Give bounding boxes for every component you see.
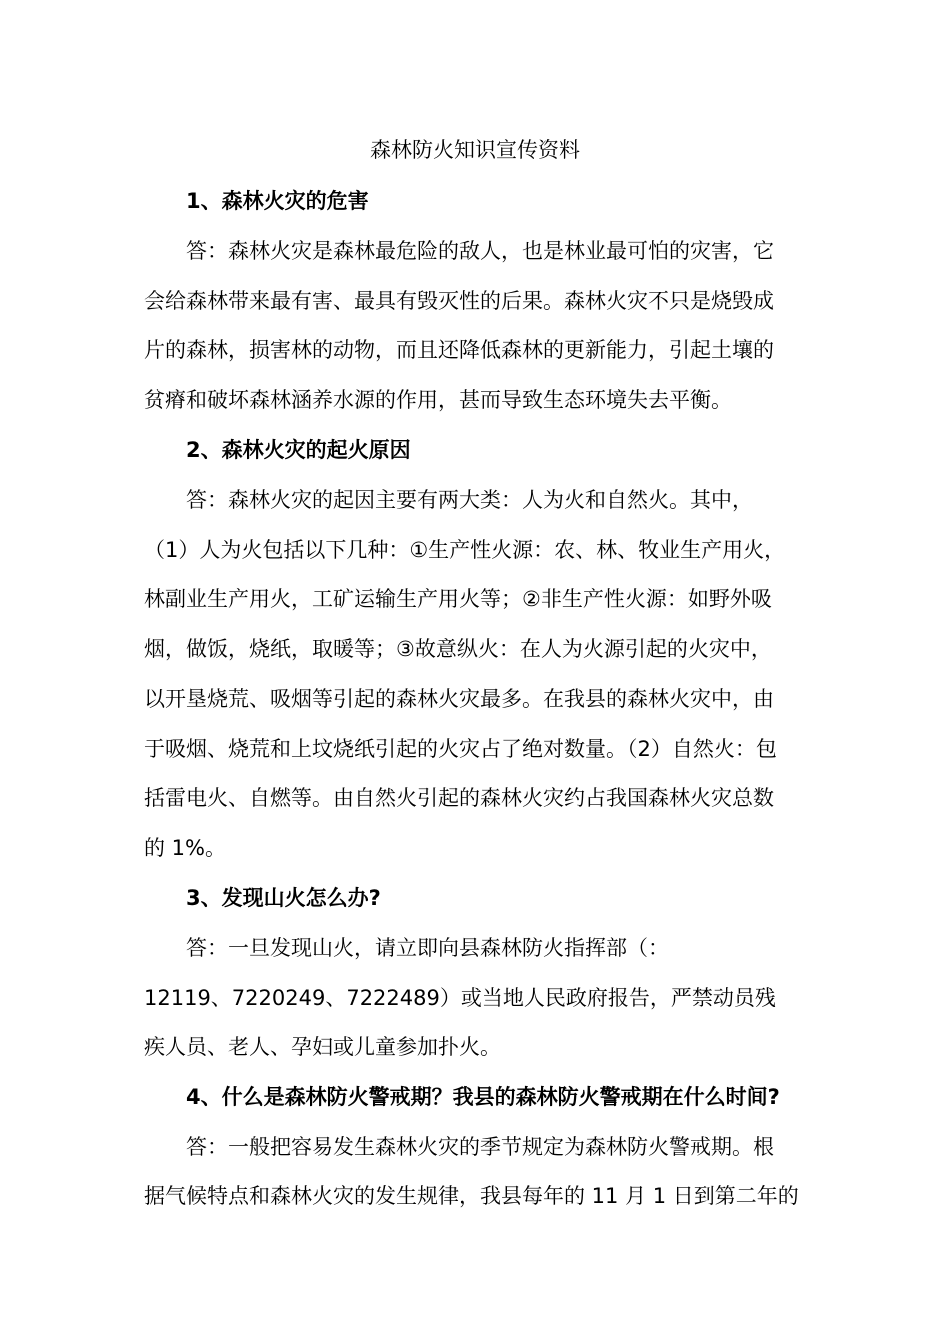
paragraph-line: 答：森林火灾的起因主要有两大类：人为火和自然火。其中， [186, 488, 753, 512]
paragraph-line: 据气候特点和森林火灾的发生规律，我县每年的 11 月 1 日到第二年的 [144, 1184, 799, 1208]
paragraph-line: 的 1%。 [144, 836, 226, 860]
section-heading-3: 3、发现山火怎么办? [186, 886, 381, 910]
document-title: 森林防火知识宣传资料 [370, 138, 580, 162]
paragraph-line: 烟，做饭，烧纸，取暖等；③故意纵火：在人为火源引起的火灾中， [144, 637, 772, 661]
paragraph-line: 会给森林带来最有害、最具有毁灭性的后果。森林火灾不只是烧毁成 [144, 289, 774, 313]
section-heading-2: 2、森林火灾的起火原因 [186, 438, 411, 462]
section-heading-1: 1、森林火灾的危害 [186, 189, 369, 213]
paragraph-line: 贫瘠和破坏森林涵养水源的作用，甚而导致生态环境失去平衡。 [144, 388, 732, 412]
paragraph-line: 12119、7220249、7222489）或当地人民政府报告，严禁动员残 [144, 986, 776, 1010]
paragraph-line: 片的森林，损害林的动物，而且还降低森林的更新能力，引起土壤的 [144, 338, 774, 362]
section-heading-4: 4、什么是森林防火警戒期？我县的森林防火警戒期在什么时间? [186, 1085, 780, 1109]
paragraph-line: 疾人员、老人、孕妇或儿童参加扑火。 [144, 1035, 501, 1059]
paragraph-line: 以开垦烧荒、吸烟等引起的森林火灾最多。在我县的森林火灾中，由 [144, 687, 774, 711]
paragraph-line: 答：森林火灾是森林最危险的敌人，也是林业最可怕的灾害，它 [186, 239, 774, 263]
paragraph-line: 括雷电火、自燃等。由自然火引起的森林火灾约占我国森林火灾总数 [144, 786, 774, 810]
paragraph-line: （1）人为火包括以下几种：①生产性火源：农、林、牧业生产用火， [144, 538, 786, 562]
paragraph-line: 林副业生产用火，工矿运输生产用火等；②非生产性火源：如野外吸 [144, 587, 772, 611]
paragraph-line: 答：一般把容易发生森林火灾的季节规定为森林防火警戒期。根 [186, 1135, 774, 1159]
paragraph-line: 答：一旦发现山火，请立即向县森林防火指挥部（： [186, 936, 669, 960]
paragraph-line: 于吸烟、烧荒和上坟烧纸引起的火灾占了绝对数量。（2）自然火：包 [144, 737, 777, 761]
